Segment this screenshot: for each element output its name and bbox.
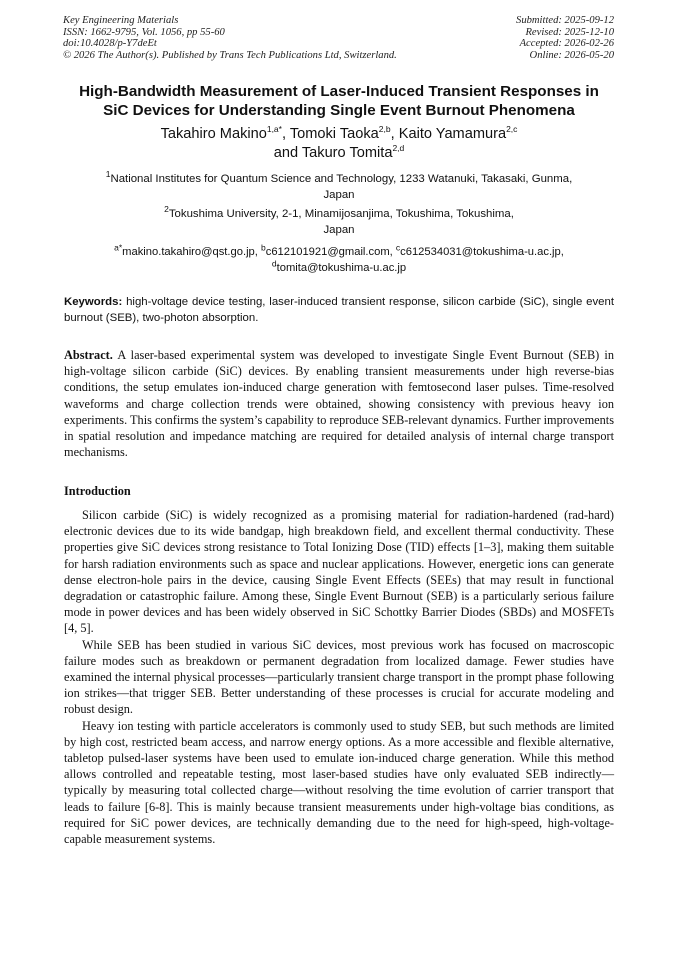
journal-name: Key Engineering Materials xyxy=(63,15,179,26)
online-date: Online: 2026-05-20 xyxy=(529,49,614,61)
affiliation-mark: 1 xyxy=(105,169,111,180)
paper-title xyxy=(50,82,628,120)
email-mark: d xyxy=(271,258,277,269)
doi: doi:10.4028/p-Y7deEt xyxy=(63,38,157,50)
affiliation-mark: 2 xyxy=(164,204,169,215)
author-name: Takuro Tomita xyxy=(301,145,393,161)
title-line-1: High-Bandwidth Measurement of Laser-Induced Transient Responses in xyxy=(79,83,599,100)
revised-date: Revised: 2025-12-10 xyxy=(525,26,614,38)
abstract-text: A laser-based experimental system was developed to investigate Single Event Burnout (SEB) in high-voltage silicon carbide (SiC) devices. By enabling transient measurements under high reverse-bias conditions, the setup emulates ion-induced charge generation with femtosecond laser pulses. Time-resolved waveforms and charge collection trends were obtained, showing consistency with previous heavy ion experiments. This confirms the system’s capability to reproduce SEB-relevant dynamics. Further improvements in spatial resolution and impedance matching are required for detailed analysis of internal charge transport mechanisms. xyxy=(64,348,614,460)
section-heading-introduction: Introduction xyxy=(64,484,131,498)
abstract xyxy=(64,347,614,460)
email-link[interactable]: c612101921@gmail.com, xyxy=(265,246,396,258)
keywords-label: Keywords: xyxy=(64,296,123,308)
journal-header xyxy=(63,15,397,61)
submitted-date: Submitted: 2025-09-12 xyxy=(516,15,614,26)
author-affil-mark: 2,d xyxy=(392,143,405,154)
accepted-date: Accepted: 2026-02-26 xyxy=(519,38,614,50)
affiliation-country: Japan xyxy=(323,224,355,236)
issn-volume: ISSN: 1662-9795, Vol. 1056, pp 55-60 xyxy=(63,26,225,38)
introduction-body xyxy=(64,507,614,847)
author-list xyxy=(60,125,618,163)
affiliation-text: National Institutes for Quantum Science and Technology, 1233 Watanuki, Takasaki, Gunma, xyxy=(110,173,573,185)
paragraph: Heavy ion testing with particle accelerators is commonly used to study SEB, but such methods are limited by high cost, restricted beam access, and narrow energy options. As a more accessible and flexible alternative, tabletop pulsed-laser systems have been used to emulate ion-induced charge generation. While this method allows controlled and repeatable testing, most laser-based studies have only evaluated SEB indirectly—typically by measuring total collected charge—without resolving the time evolution of carrier transport that leads to failure [6-8]. This is mainly because transient measurements under high-voltage bias conditions, as required for SiC power devices, are technically demanding due to the need for high-speed, high-voltage-capable measurement systems. xyxy=(64,718,614,847)
author-name: Tomoki Taoka xyxy=(289,126,379,142)
affiliation-2 xyxy=(75,206,603,238)
email-link[interactable]: makino.takahiro@qst.go.jp, xyxy=(122,246,261,258)
email-link[interactable]: c612534031@tokushima-u.ac.jp, xyxy=(400,246,564,258)
affiliation-text: Tokushima University, 2-1, Minamijosanjima, Tokushima, Tokushima, xyxy=(168,208,514,220)
author-affil-mark: 1,a* xyxy=(266,124,282,135)
author-separator: and xyxy=(273,145,302,161)
email-mark: b xyxy=(261,242,266,253)
author-name: Takahiro Makino xyxy=(160,126,267,142)
email-mark: c xyxy=(395,242,401,253)
author-name: Kaito Yamamura xyxy=(398,126,507,142)
paragraph: While SEB has been studied in various SiC devices, most previous work has focused on macroscopic failure modes such as breakdown or permanent degradation from localized damage. Fewer studies have examined the internal physical processes—particularly transient charge transport in the prompt phase following ion strikes—that trigger SEB. Better understanding of these processes is crucial for accurate modeling and robust design. xyxy=(64,637,614,717)
keywords-text: high-voltage device testing, laser-induced transient response, silicon carbide (SiC), single event burnout (SEB), two-photon absorption. xyxy=(64,296,614,324)
copyright: © 2026 The Author(s). Published by Trans Tech Publications Ltd, Switzerland. xyxy=(63,49,397,61)
title-line-2: SiC Devices for Understanding Single Event Burnout Phenomena xyxy=(103,102,575,119)
author-emails xyxy=(75,244,603,276)
author-affil-mark: 2,c xyxy=(506,124,518,135)
affiliation-1 xyxy=(75,171,603,203)
author-separator: , xyxy=(281,126,290,142)
paragraph: Silicon carbide (SiC) is widely recognized as a promising material for radiation-hardened (rad-hard) electronic devices due to its wide bandgap, high breakdown field, and excellent thermal conductivity. These properties give SiC devices strong resistance to Total Ionizing Dose (TID) effects [1–3], making them suitable for harsh radiation environments such as space and nuclear applications. However, energetic ions can generate dense electron-hole pairs in the device, causing Single Event Effects (SEEs) that may result in functional degradation or catastrophic failure. Among these, Single Event Burnout (SEB) is a particularly serious failure mode in power devices and has been widely observed in SiC Schottky Barrier Diodes (SBDs) and MOSFETs [4, 5]. xyxy=(64,508,614,636)
keywords xyxy=(64,294,614,326)
email-mark: a* xyxy=(114,242,123,253)
author-affil-mark: 2,b xyxy=(378,124,391,135)
author-separator: , xyxy=(390,126,399,142)
affiliation-country: Japan xyxy=(323,189,355,201)
email-link[interactable]: tomita@tokushima-u.ac.jp xyxy=(276,262,407,274)
abstract-label: Abstract. xyxy=(64,348,113,362)
dates-header xyxy=(516,15,614,61)
